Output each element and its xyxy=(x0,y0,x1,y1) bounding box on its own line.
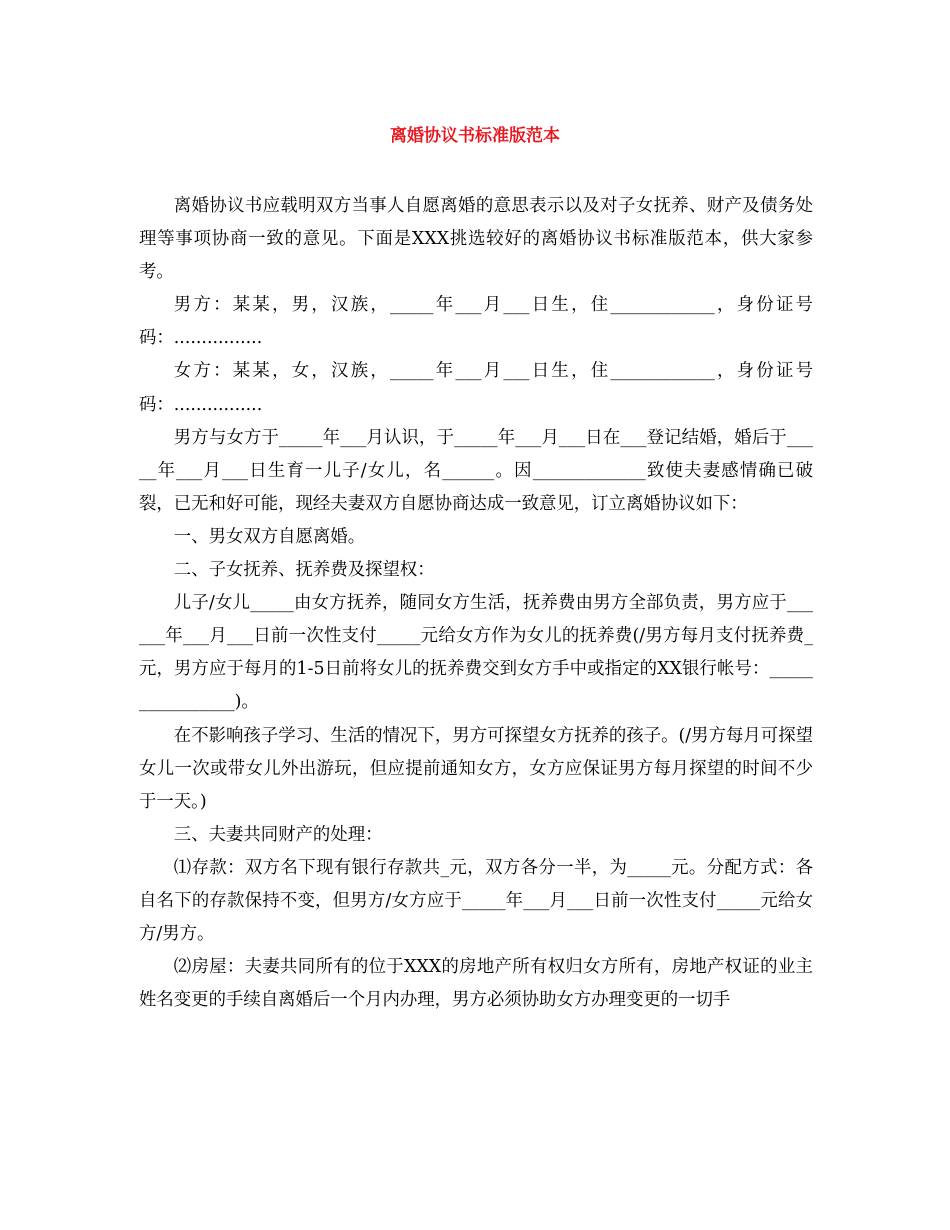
document-title: 离婚协议书标准版范本 xyxy=(390,126,560,146)
clause-1-heading: 一、男女双方自愿离婚。 xyxy=(173,526,366,547)
wife-info-paragraph: 女方：某某，女，汉族，_____年___月___日生，住____________，身份证号码：................ xyxy=(139,361,813,415)
clause-3-heading: 三、夫妻共同财产的处理： xyxy=(173,824,383,845)
intro-paragraph: 离婚协议书应载明双方当事人自愿离婚的意思表示以及对子女抚养、财产及债务处理等事项协商一致的意见。下面是XXX挑选较好的离婚协议书标准版范本，供大家参考。 xyxy=(139,196,813,283)
house-paragraph: ⑵房屋：夫妻共同所有的位于XXX的房地产所有权归女方所有，房地产权证的业主姓名变更的手续自离婚后一个月内办理，男方必须协助女方办理变更的一切手 xyxy=(139,957,813,1011)
deposit-paragraph: ⑴存款：双方名下现有银行存款共_元，双方各分一半，为_____元。分配方式：各自名下的存款保持不变，但男方/女方应于_____年___月___日前一次性支付_____元给女方/男方。 xyxy=(139,857,813,945)
clause-2-heading: 二、子女抚养、抚养费及探望权： xyxy=(173,560,435,581)
child-custody-paragraph: 儿子/女儿_____由女方抚养，随同女方生活，抚养费由男方全部负责，男方应于______年___月___日前一次性支付_____元给女方作为女儿的抚养费(/男方每月支付抚养费_元，男方应于每月的1-5日前将女儿的抚养费交到女方手中或指定的XX银行帐号：________________)。 xyxy=(139,593,813,713)
marriage-background-paragraph: 男方与女方于_____年___月认识，于_____年___月___日在___登记结婚，婚后于_____年___月___日生育一儿子/女儿，名______。因_____________致使夫妻感情确已破裂，已无和好可能，现经夫妻双方自愿协商达成一致意见，订立离婚协议如下： xyxy=(139,427,813,514)
husband-info-paragraph: 男方：某某，男，汉族，_____年___月___日生，住____________，身份证号码：................ xyxy=(139,295,813,349)
visitation-paragraph: 在不影响孩子学习、生活的情况下，男方可探望女方抚养的孩子。(/男方每月可探望女儿一次或带女儿外出游玩，但应提前通知女方，女方应保证男方每月探望的时间不少于一天。) xyxy=(139,725,813,812)
document-body xyxy=(139,190,813,1017)
